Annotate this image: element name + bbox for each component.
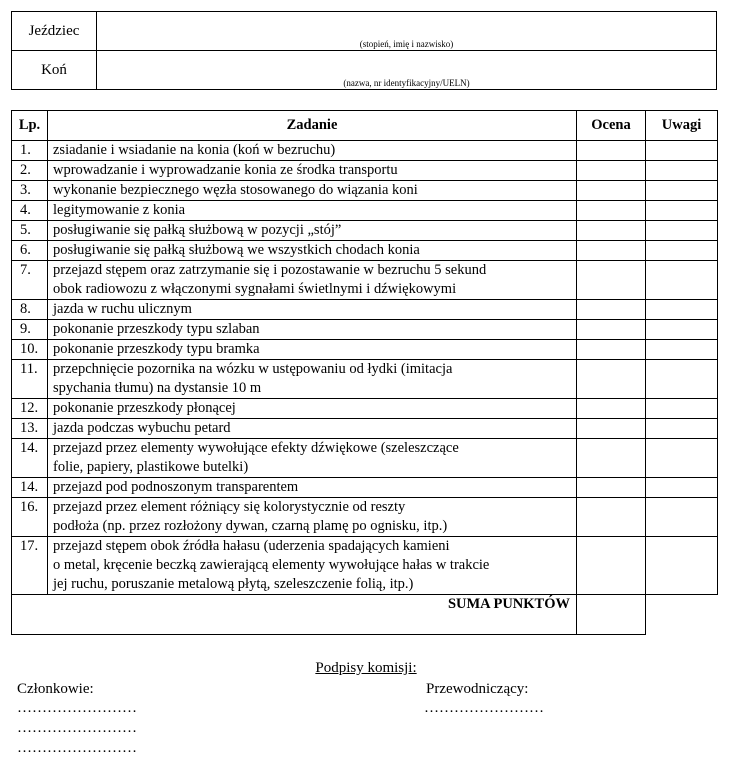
row-grade-cell[interactable] [577,478,646,498]
row-remarks-cell[interactable] [646,478,718,498]
row-task [48,399,577,419]
task-text-line: przejazd stępem obok źródła hałasu (uderzenia spadających kamieni [53,538,450,554]
row-number: 6. [12,241,48,261]
task-text-line: wprowadzanie i wyprowadzanie konia ze środka transportu [53,162,398,178]
row-task [48,320,577,340]
row-grade-cell[interactable] [577,340,646,360]
row-remarks-cell[interactable] [646,439,718,478]
task-text-line: posługiwanie się pałką służbową we wszystkich chodach konia [53,242,420,258]
row-grade-cell[interactable] [577,320,646,340]
table-row [12,320,718,340]
row-remarks-cell[interactable] [646,320,718,340]
task-text-line: spychania tłumu) na dystansie 10 m [53,380,262,396]
row-number: 13. [12,419,48,439]
row-grade-cell[interactable] [577,261,646,300]
row-task [48,300,577,320]
member-signature-line-1[interactable]: …………………… [17,700,137,716]
sum-grade-cell[interactable] [577,595,646,635]
row-task [48,498,577,537]
table-row [12,498,718,537]
column-header-grade: Ocena [577,111,646,141]
task-text-line: o metal, kręcenie beczką zawierającą elementy wywołujące hałas w trakcie [53,557,490,573]
task-text-line: pokonanie przeszkody typu szlaban [53,321,260,337]
row-remarks-cell[interactable] [646,261,718,300]
row-remarks-cell[interactable] [646,360,718,399]
row-remarks-cell[interactable] [646,221,718,241]
row-grade-cell[interactable] [577,439,646,478]
task-text-line: jazda podczas wybuchu petard [53,420,231,436]
row-grade-cell[interactable] [577,181,646,201]
row-remarks-cell[interactable] [646,537,718,595]
row-grade-cell[interactable] [577,161,646,181]
table-row [12,340,718,360]
table-row [12,300,718,320]
signatures-title: Podpisy komisji: [315,660,417,676]
row-remarks-cell[interactable] [646,201,718,221]
row-grade-cell[interactable] [577,141,646,161]
task-text-line: przejazd przez element różniący się kolorystycznie od reszty [53,499,406,515]
chair-label: Przewodniczący: [426,681,529,697]
task-text-line: jej ruchu, poruszanie metalową płytą, szeleszczenie folią, itp.) [53,576,414,592]
rider-label: Jeździec [12,12,97,51]
table-row [12,161,718,181]
row-task [48,478,577,498]
row-task [48,537,577,595]
row-task [48,161,577,181]
row-number: 2. [12,161,48,181]
task-text-line: folie, papiery, plastikowe butelki) [53,459,249,475]
chair-signature-line[interactable]: …………………… [424,700,544,716]
row-grade-cell[interactable] [577,399,646,419]
row-number: 10. [12,340,48,360]
table-row [12,221,718,241]
row-remarks-cell[interactable] [646,161,718,181]
task-text-line: podłoża (np. przez rozłożony dywan, czarną plamę po ognisku, itp.) [53,518,448,534]
table-row [12,360,718,399]
rider-field[interactable] [97,12,717,51]
task-text-line: pokonanie przeszkody płonącej [53,400,236,416]
table-row [12,439,718,478]
row-number: 17. [12,537,48,595]
row-number: 14. [12,478,48,498]
row-remarks-cell[interactable] [646,498,718,537]
table-header-row [12,111,718,141]
table-row [12,537,718,595]
row-remarks-cell[interactable] [646,181,718,201]
row-remarks-cell[interactable] [646,300,718,320]
row-grade-cell[interactable] [577,241,646,261]
row-task [48,360,577,399]
task-text-line: obok radiowozu z włączonymi sygnałami świetlnymi i dźwiękowymi [53,281,457,297]
row-grade-cell[interactable] [577,360,646,399]
task-text-line: zsiadanie i wsiadanie na konia (koń w bezruchu) [53,142,336,158]
horse-label: Koń [12,51,97,90]
row-grade-cell[interactable] [577,300,646,320]
table-row [12,478,718,498]
rider-hint: (stopień, imię i nazwisko) [359,39,454,49]
row-remarks-cell[interactable] [646,399,718,419]
row-task [48,340,577,360]
row-number: 12. [12,399,48,419]
row-task [48,141,577,161]
task-text-line: przejazd pod podnoszonym transparentem [53,479,299,495]
task-text-line: przepchnięcie pozornika na wózku w ustępowaniu od łydki (imitacja [53,361,453,377]
table-row [12,261,718,300]
row-grade-cell[interactable] [577,419,646,439]
row-number: 8. [12,300,48,320]
row-number: 16. [12,498,48,537]
column-header-remarks: Uwagi [646,111,718,141]
task-text-line: posługiwanie się pałką służbową w pozycji „stój” [53,222,342,238]
row-number: 4. [12,201,48,221]
task-text-line: pokonanie przeszkody typu bramka [53,341,260,357]
table-row [12,419,718,439]
row-remarks-cell[interactable] [646,340,718,360]
row-task [48,221,577,241]
sum-row [12,595,718,635]
table-row [12,181,718,201]
table-row [12,399,718,419]
row-task [48,419,577,439]
row-task [48,241,577,261]
column-header-lp: Lp. [12,111,48,141]
row-grade-cell[interactable] [577,221,646,241]
table-row [12,241,718,261]
row-remarks-cell[interactable] [646,141,718,161]
header-table [11,11,717,90]
member-signature-line-3[interactable]: …………………… [17,740,137,756]
row-task [48,439,577,478]
row-grade-cell[interactable] [577,201,646,221]
row-number: 5. [12,221,48,241]
row-number: 11. [12,360,48,399]
row-remarks-cell[interactable] [646,241,718,261]
members-label: Członkowie: [17,681,94,697]
horse-field[interactable] [97,51,717,90]
task-table [11,110,718,635]
row-grade-cell[interactable] [577,498,646,537]
column-header-task: Zadanie [48,111,577,141]
table-row [12,201,718,221]
horse-hint: (nazwa, nr identyfikacyjny/UELN) [343,78,470,88]
table-row [12,141,718,161]
row-remarks-cell[interactable] [646,419,718,439]
row-number: 14. [12,439,48,478]
task-text-line: legitymowanie z konia [53,202,186,218]
row-number: 9. [12,320,48,340]
row-task [48,201,577,221]
row-number: 1. [12,141,48,161]
member-signature-line-2[interactable]: …………………… [17,720,137,736]
task-text-line: jazda w ruchu ulicznym [53,301,192,317]
task-text-line: przejazd przez elementy wywołujące efekty dźwiękowe (szeleszczące [53,440,459,456]
row-number: 7. [12,261,48,300]
row-number: 3. [12,181,48,201]
row-grade-cell[interactable] [577,537,646,595]
task-text-line: wykonanie bezpiecznego węzła stosowanego do wiązania koni [53,182,418,198]
row-task [48,181,577,201]
sum-label: SUMA PUNKTÓW [48,595,577,635]
row-task [48,261,577,300]
task-text-line: przejazd stępem oraz zatrzymanie się i pozostawanie w bezruchu 5 sekund [53,262,487,278]
